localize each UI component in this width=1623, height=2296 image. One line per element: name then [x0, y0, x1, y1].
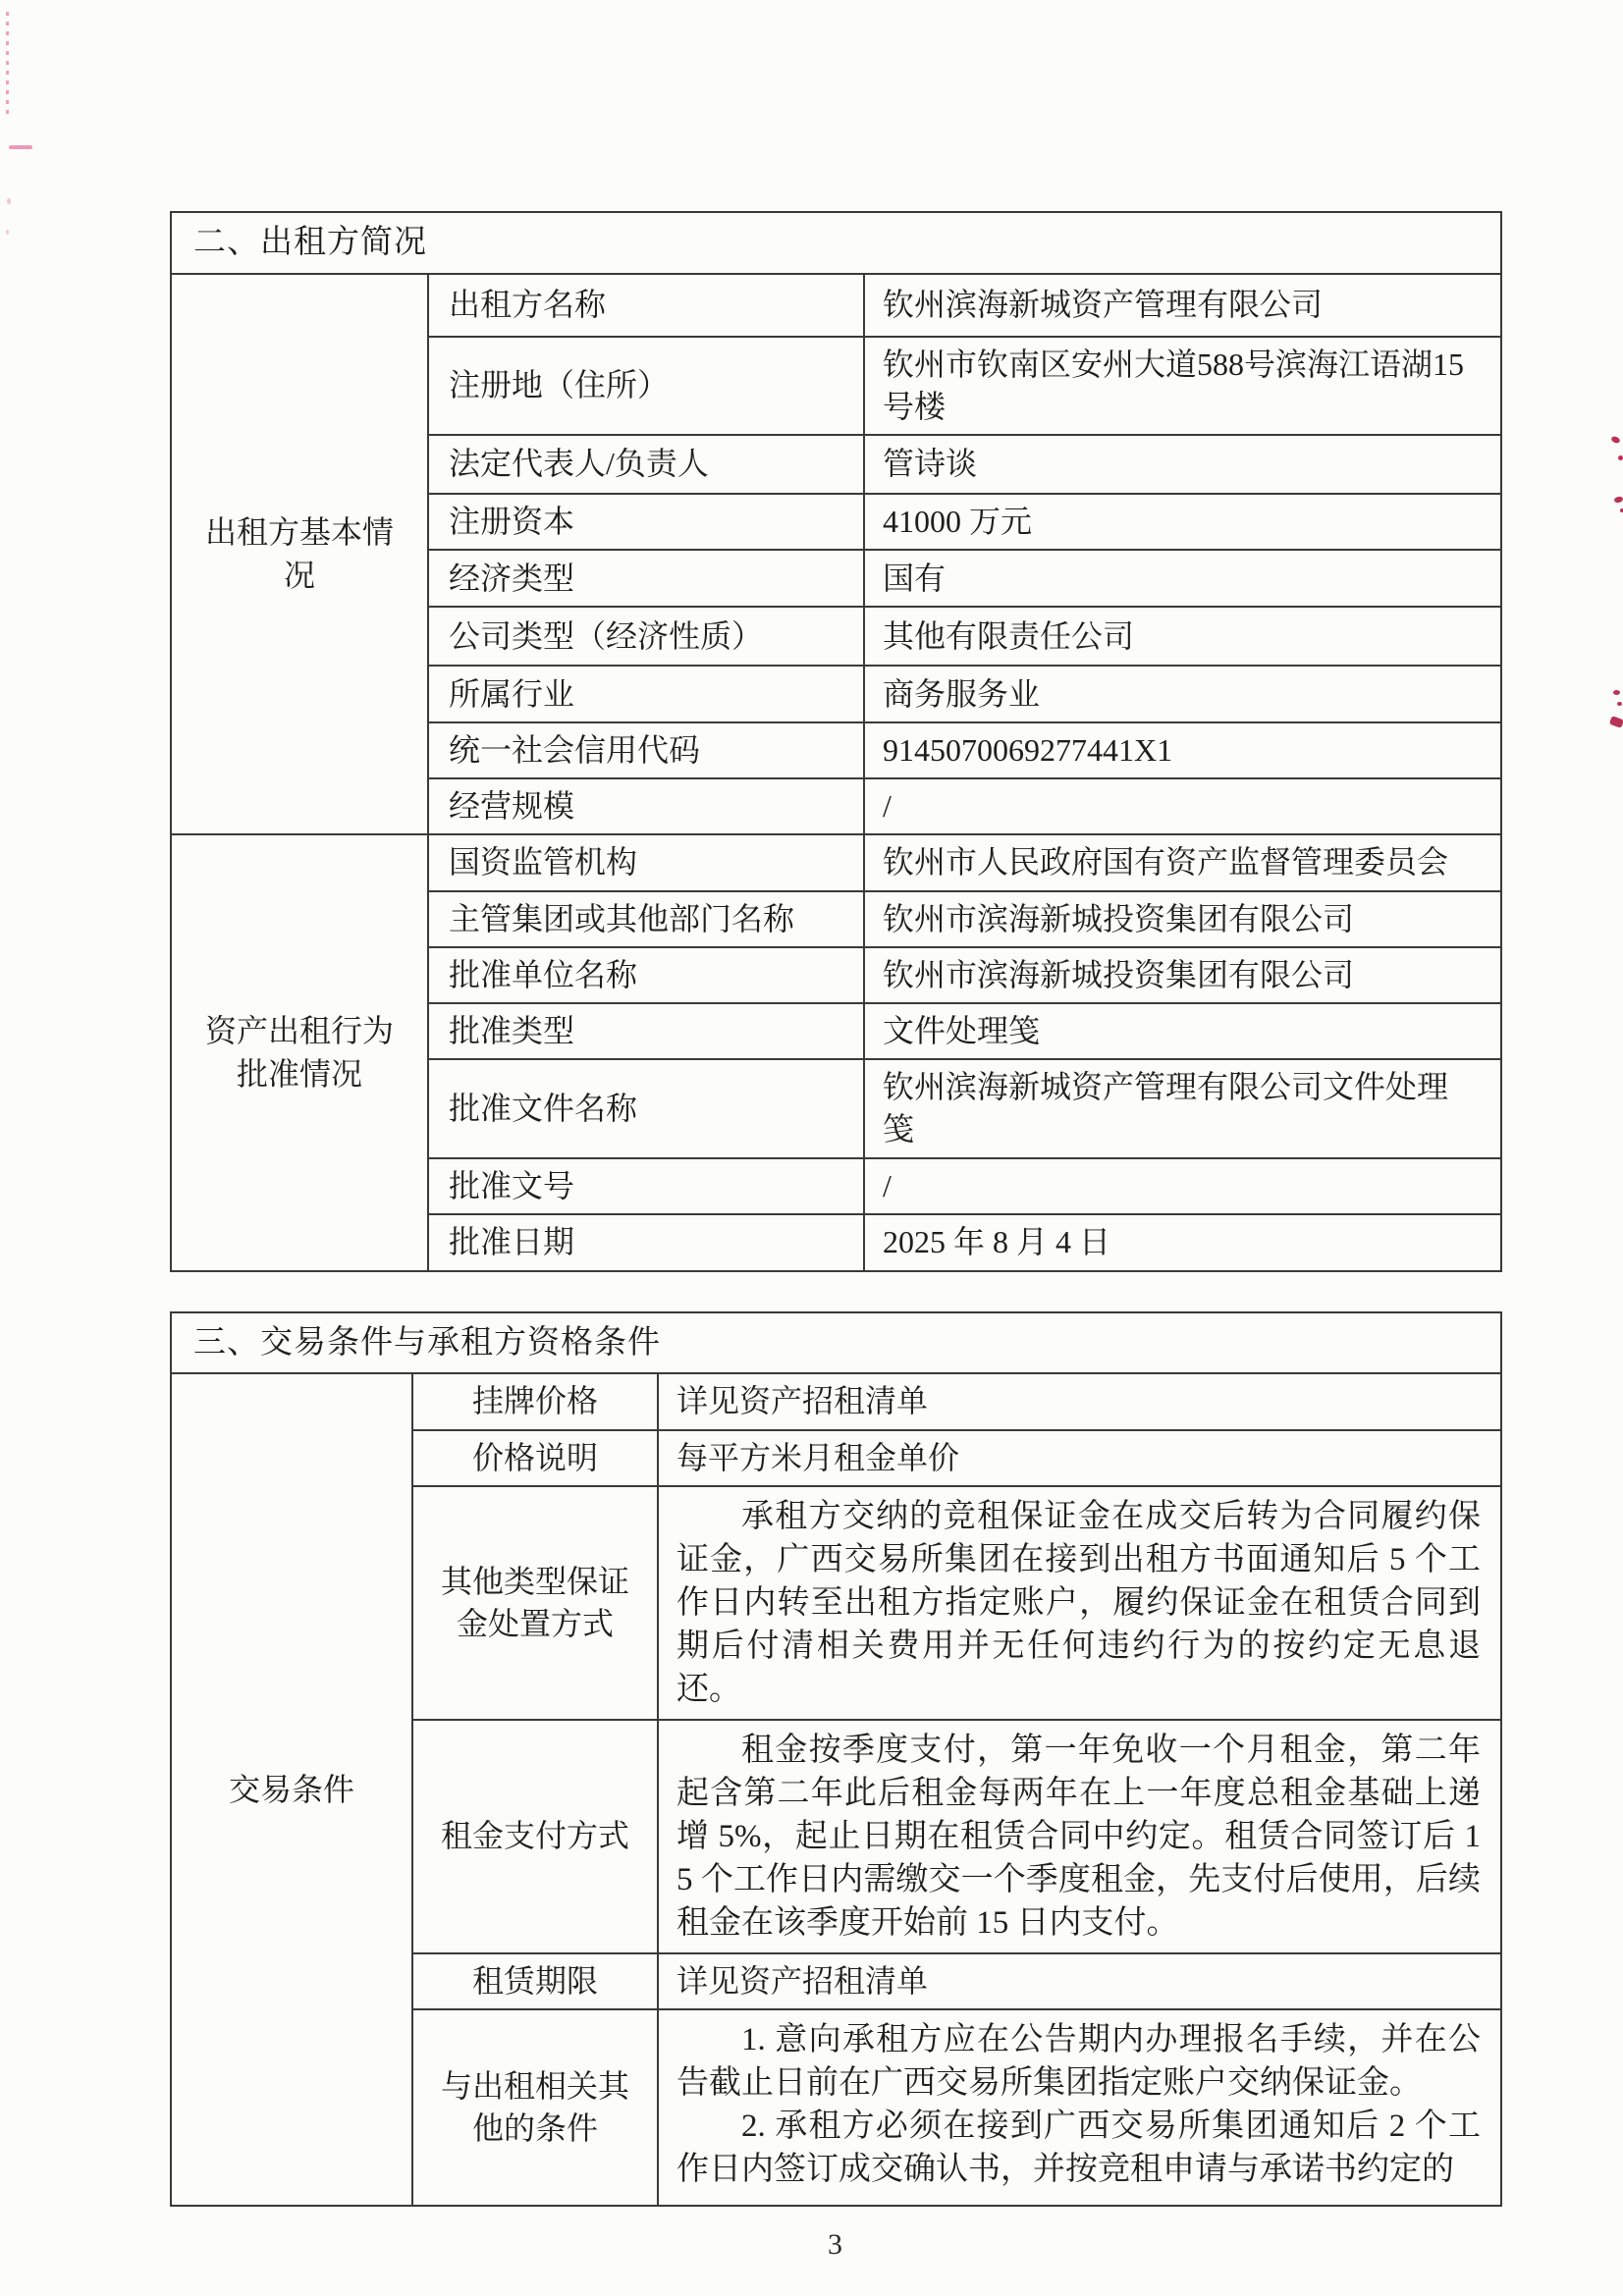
row-label: 国资监管机构 — [428, 834, 864, 890]
row-value: 9145070069277441X1 — [864, 722, 1501, 778]
red-ink-speck — [1609, 716, 1623, 728]
row-value: 钦州滨海新城资产管理有限公司文件处理笺 — [864, 1059, 1501, 1157]
red-ink-speck — [1610, 435, 1621, 444]
transaction-conditions-table — [170, 1311, 1502, 2207]
red-ink-speck — [1617, 702, 1622, 706]
row-label: 批准单位名称 — [428, 947, 864, 1003]
row-value: 钦州市滨海新城投资集团有限公司 — [864, 947, 1501, 1003]
row-value: 2025 年 8 月 4 日 — [864, 1214, 1501, 1271]
row-label: 注册资本 — [428, 494, 864, 550]
row-value: 管诗谈 — [864, 435, 1501, 494]
row-label: 所属行业 — [428, 666, 864, 722]
scan-edge-mark — [6, 12, 9, 118]
row-value: / — [864, 778, 1501, 834]
row-label: 法定代表人/负责人 — [428, 435, 864, 494]
rowgroup-label-transaction-conditions: 交易条件 — [171, 1373, 412, 2206]
clipped-paragraphs — [676, 2018, 1481, 2197]
scan-edge-mark — [6, 230, 9, 235]
row-value: 其他有限责任公司 — [864, 607, 1501, 666]
deposit-disposal-text: 承租方交纳的竞租保证金在成交后转为合同履约保证金，广西交易所集团在接到出租方书面通知后 5 个工作日内转至出租方指定账户，履约保证金在租赁合同到期后付清相关费用并无任何违约行为的按约定无息退还。 — [676, 1498, 1481, 1707]
row-label: 主管集团或其他部门名称 — [428, 891, 864, 947]
rowgroup-label-approval-info: 资产出租行为批准情况 — [171, 834, 428, 1270]
row-label: 其他类型保证金处置方式 — [412, 1486, 658, 1720]
row-label: 租赁期限 — [412, 1953, 658, 2009]
red-ink-speck — [1613, 690, 1620, 695]
scan-edge-mark — [7, 198, 11, 204]
other-condition-item-1: 1. 意向承租方应在公告期内办理报名手续，并在公告截止日前在广西交易所集团指定账户交纳保证金。 — [676, 2021, 1481, 2101]
row-value: 详见资产招租清单 — [658, 1373, 1501, 1429]
row-label: 公司类型（经济性质） — [428, 607, 864, 666]
row-label: 批准文号 — [428, 1158, 864, 1214]
row-label: 批准日期 — [428, 1214, 864, 1271]
lessor-profile-table — [170, 211, 1502, 1272]
row-value: 每平方米月租金单价 — [658, 1430, 1501, 1486]
row-label: 挂牌价格 — [412, 1373, 658, 1429]
row-value: 国有 — [864, 550, 1501, 607]
red-ink-speck — [1618, 455, 1623, 460]
section3-title: 三、交易条件与承租方资格条件 — [171, 1312, 1501, 1374]
red-ink-speck — [1613, 496, 1623, 504]
section2-title: 二、出租方简况 — [171, 212, 1501, 274]
other-condition-item-2: 2. 承租方必须在接到广西交易所集团通知后 2 个工作日内签订成交确认书，并按竞租申请与承诺书约定的 — [676, 2108, 1481, 2187]
row-label: 注册地（住所） — [428, 337, 864, 435]
row-label: 价格说明 — [412, 1430, 658, 1486]
row-label: 统一社会信用代码 — [428, 722, 864, 778]
page-number: 3 — [828, 2227, 842, 2261]
row-label: 批准文件名称 — [428, 1059, 864, 1157]
row-value: 钦州市人民政府国有资产监督管理委员会 — [864, 834, 1501, 890]
row-value: 商务服务业 — [864, 666, 1501, 722]
row-value: / — [864, 1158, 1501, 1214]
row-label: 租金支付方式 — [412, 1720, 658, 1953]
rent-payment-text: 租金按季度支付，第一年免收一个月租金，第二年起含第二年此后租金每两年在上一年度总租金基础上递增 5%，起止日期在租赁合同中约定。租赁合同签订后 15 个工作日内需缴交一个季度租金，先支付后使用，后续租金在该季度开始前 15 日内支付。 — [676, 1732, 1481, 1941]
row-value: 41000 万元 — [864, 494, 1501, 550]
row-value: 钦州滨海新城资产管理有限公司 — [864, 274, 1501, 337]
row-label: 出租方名称 — [428, 274, 864, 337]
row-label: 经济类型 — [428, 550, 864, 607]
row-label: 经营规模 — [428, 778, 864, 834]
row-label: 与出租相关其他的条件 — [412, 2009, 658, 2206]
row-value: 文件处理笺 — [864, 1003, 1501, 1059]
row-value — [658, 1720, 1501, 1953]
row-value — [658, 2009, 1501, 2206]
row-value: 详见资产招租清单 — [658, 1953, 1501, 2009]
row-value: 钦州市滨海新城投资集团有限公司 — [864, 891, 1501, 947]
scan-edge-mark — [9, 145, 32, 149]
row-label: 批准类型 — [428, 1003, 864, 1059]
row-value: 钦州市钦南区安州大道588号滨海江语湖15号楼 — [864, 337, 1501, 435]
rowgroup-label-basic-info: 出租方基本情况 — [171, 274, 428, 835]
row-value — [658, 1486, 1501, 1720]
